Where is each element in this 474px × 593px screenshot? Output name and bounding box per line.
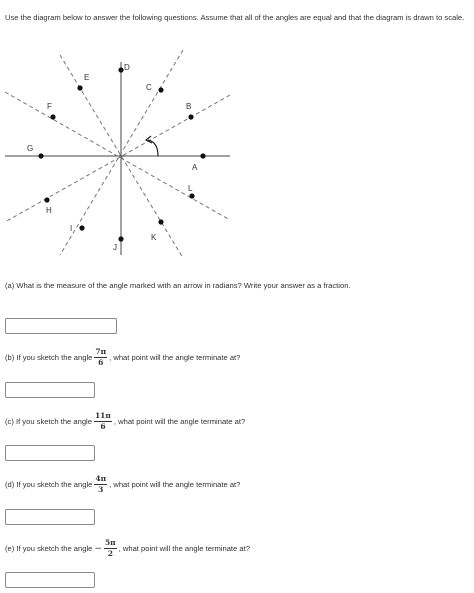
point-k [158,219,163,224]
label-d: D [124,63,130,72]
answer-e-input[interactable] [5,572,95,588]
answer-b-input[interactable] [5,382,95,398]
label-e: E [84,73,90,82]
point-g [38,153,43,158]
question-d-fraction [94,474,107,495]
answer-d-input[interactable] [5,509,95,525]
point-l [189,193,194,198]
question-d-suffix: , what point will the angle terminate at? [109,479,241,489]
label-j: J [113,243,117,252]
question-b-denominator: 6 [98,358,104,367]
question-d [5,474,385,495]
label-i: I [70,224,73,233]
question-d-denominator: 3 [98,485,104,494]
point-j [118,236,123,241]
label-k: K [151,233,157,242]
question-a: (a) What is the measure of the angle marked with an arrow in radians? Write your answer as a fraction. [5,281,351,290]
label-l: L [188,184,193,193]
point-b [188,114,193,119]
question-e-minus-sign: − [94,543,102,554]
question-d-prefix: (d) If you sketch the angle [5,479,93,489]
question-c-prefix: (c) If you sketch the angle [5,416,92,426]
label-h: H [46,206,52,215]
answer-a-input[interactable] [5,318,117,334]
point-c [158,87,163,92]
point-f [50,114,55,119]
point-h [44,197,49,202]
question-c-fraction [94,411,112,432]
instructions-text: Use the diagram below to answer the following questions. Assume that all of the angles are equal and that the diagram is drawn to scale. [5,13,465,22]
question-e-prefix: (e) If you sketch the angle [5,543,93,553]
question-e-fraction [104,538,117,559]
point-i [79,225,84,230]
question-b-fraction [94,347,107,368]
question-c-suffix: , what point will the angle terminate at? [113,416,246,426]
question-b-suffix: , what point will the angle terminate at? [109,352,241,362]
label-b: B [186,102,192,111]
question-b-numerator: 7π [95,347,107,356]
angle-arrow-head [146,136,152,143]
answer-c-input[interactable] [5,445,95,461]
point-d [118,67,123,72]
question-e-denominator: 2 [107,549,113,558]
question-b-prefix: (b) If you sketch the angle [5,352,93,362]
label-c: C [146,83,152,92]
question-e-numerator: 5π [104,538,116,547]
question-b [5,347,385,368]
label-f: F [47,102,52,111]
point-e [77,85,82,90]
label-g: G [27,144,34,153]
angle-diagram [0,50,474,260]
point-a [200,153,205,158]
question-c-denominator: 6 [100,422,106,431]
question-e-suffix: , what point will the angle terminate at? [118,543,250,553]
question-e [5,538,385,559]
question-c [5,411,385,432]
question-d-numerator: 4π [95,474,107,483]
question-c-numerator: 11π [94,411,111,420]
label-a: A [192,163,198,172]
